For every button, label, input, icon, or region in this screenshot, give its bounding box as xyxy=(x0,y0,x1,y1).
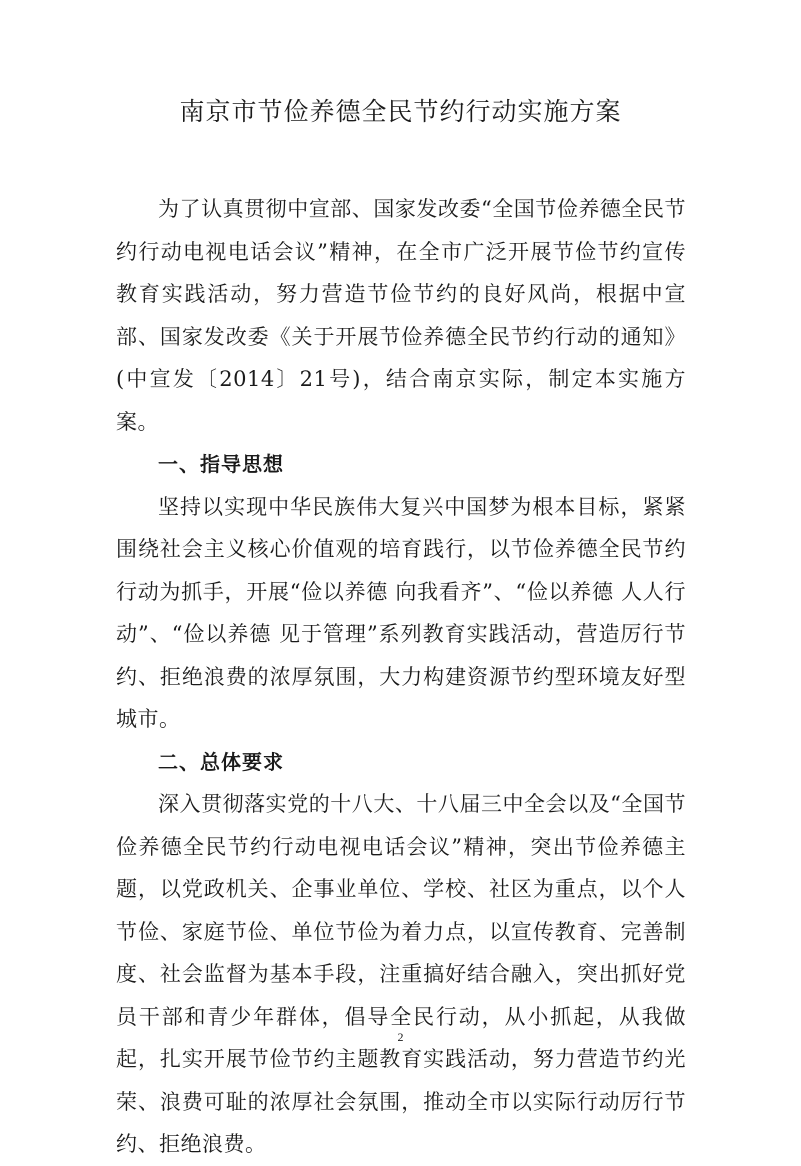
document-title: 南京市节俭养德全民节约行动实施方案 xyxy=(179,97,622,126)
section-heading-overall-requirements: 二、总体要求 xyxy=(158,749,284,774)
section-paragraph-overall-requirements: 深入贯彻落实党的十八大、十八届三中全会以及“全国节俭养德全民节约行动电视电话会议”精神，突出节俭养德主题，以党政机关、企事业单位、学校、社区为重点，以个人节俭、家庭节俭、单位节俭为着力点，以宣传教育、完善制度、社会监督为基本手段，注重搞好结合融入，突出抓好党员干部和青少年群体，倡导全民行动，从小抓起，从我做起，扎实开展节俭节约主题教育实践活动，努力营造节约光荣、浪费可耻的浓厚社会氛围，推动全市以实际行动厉行节约、拒绝浪费。 xyxy=(116,792,686,1156)
page-number: 2 xyxy=(397,1030,404,1044)
section-paragraph-guiding-ideology: 坚持以实现中华民族伟大复兴中国梦为根本目标，紧紧围绕社会主义核心价值观的培育践行，以节俭养德全民节约行动为抓手，开展“俭以养德 向我看齐”、“俭以养德 人人行动”、“俭以养德 见于管理”系列教育实践活动，营造厉行节约、拒绝浪费的浓厚氛围，大力构建资源节约型环境友好型城市。 xyxy=(116,494,686,731)
document-body xyxy=(116,188,686,1166)
intro-paragraph: 为了认真贯彻中宣部、国家发改委“全国节俭养德全民节约行动电视电话会议”精神，在全市广泛开展节俭节约宣传教育实践活动，努力营造节俭节约的良好风尚，根据中宣部、国家发改委《关于开展节俭养德全民节约行动的通知》(中宣发〔2014〕21号)，结合南京实际，制定本实施方案。 xyxy=(116,197,686,434)
section-heading-guiding-ideology: 一、指导思想 xyxy=(158,452,284,476)
